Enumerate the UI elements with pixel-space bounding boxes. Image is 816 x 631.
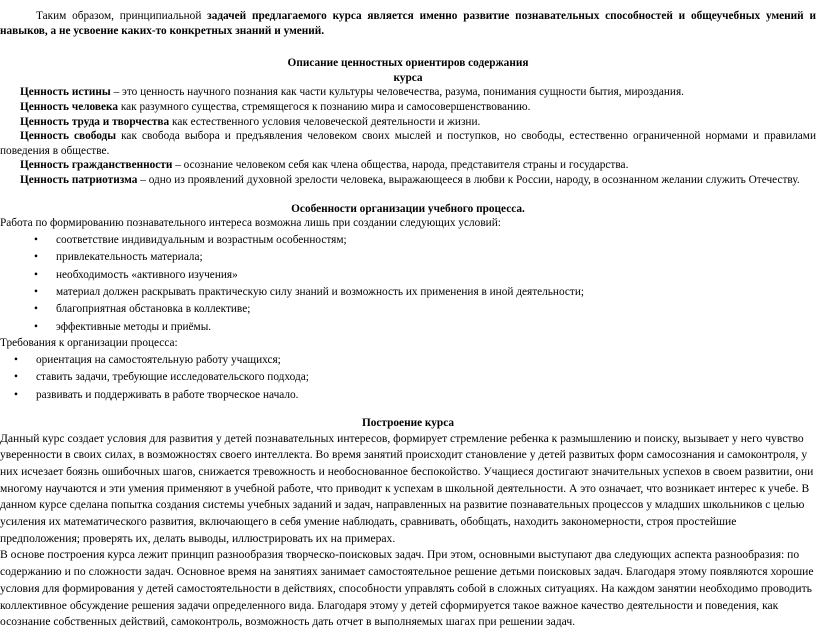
list-item-text: эффективные методы и приёмы. [56, 320, 212, 333]
intro-bold-text: задачей предлагаемого курса является именно развитие познавательных способностей и общеучебных умений и навыков, а не усвоение каких-то конкретных знаний и умений. [0, 10, 816, 37]
value-item-patriotism [0, 173, 816, 188]
bullet-icon: • [14, 353, 18, 366]
spacer [0, 38, 816, 56]
value-term: Ценность труда и творчества [20, 115, 170, 128]
value-item-truth [0, 85, 816, 100]
value-item-human [0, 100, 816, 115]
list-item [0, 301, 816, 318]
spacer [0, 188, 816, 202]
bullet-icon: • [34, 285, 38, 298]
list-item-text: ориентация на самостоятельную работу учащихся; [36, 353, 281, 366]
list-item [0, 352, 816, 369]
value-item-freedom [0, 129, 816, 158]
intro-text: Таким образом, принципиальной [36, 10, 208, 22]
list-item [0, 284, 816, 301]
list-item-text: соответствие индивидуальным и возрастным особенностям; [56, 233, 347, 246]
value-term: Ценность человека [20, 100, 119, 113]
value-text: как свобода выбора и предъявления человеком своих мыслей и поступков, но свободы, естественно ограниченной нормами и правилами поведения в обществе. [0, 130, 816, 157]
bullet-icon: • [34, 233, 38, 246]
intro-paragraph [0, 0, 816, 38]
list-item [0, 387, 816, 404]
values-heading-line1: Описание ценностных ориентиров содержания [287, 57, 529, 70]
construction-paragraph-2: В основе построения курса лежит принцип разнообразия творческо-поисковых задач. При этом, основными выступают два следующих аспекта разнообразия: по содержанию и по сложности задач. Основное время на занятиях занимает самостоятельное решение детьми поисковых задач. Благодаря этому появляются хорошие условия для формирования у детей самостоятельности в действиях, способности управлять собой в сложных ситуациях. На каждом занятии необходимо проводить коллективное обсуждение решения задачи определенного вида. Благодаря этому у детей сформируется такое важное качество деятельности и поведения, как осознание собственных действий, самоконтроль, возможность дать отчет в выполняемых шагах при решении задач. [0, 548, 814, 629]
value-term: Ценность свободы [20, 130, 117, 143]
spacer [0, 404, 816, 416]
bullet-icon: • [34, 303, 38, 316]
list-item [0, 267, 816, 284]
list-item-text: развивать и поддерживать в работе творческое начало. [36, 388, 299, 401]
list-item [0, 249, 816, 266]
list-item-text: благоприятная обстановка в коллективе; [56, 303, 251, 316]
bullet-icon: • [14, 371, 18, 384]
value-text: – это ценность научного познания как части культуры человечества, разума, понимания сущности бытия, мироздания. [110, 86, 684, 99]
construction-heading: Построение курса [361, 416, 455, 429]
construction-paragraph-1: Данный курс создает условия для развития у детей познавательных интересов, формирует стремление ребенка к размышлению и поиску, вызывает у него чувство уверенности в своих силах, в возможностях своего интеллекта. Во время занятий происходит становление у детей развитых форм самосознания и самоконтроля, у них исчезает боязнь ошибочных шагов, снижается тревожность и необоснованное беспокойство. Учащиеся достигают значительных успехов в своем развитии, они многому научаются и эти умения применяют в учебной работе, что приводит к успехам в школьной деятельности. А это означает, что возникает интерес к учебе. В данном курсе сделана попытка создания системы учебных заданий и задач, направленных на развитие познавательных процессов у младших школьников с целью усиления их математического развития, включающего в себя умение наблюдать, сравнивать, обобщать, находить закономерности, строя простейшие предположения; проверять их, делать выводы, иллюстрировать их на примерах. [0, 431, 814, 545]
conditions-list [0, 232, 816, 336]
list-item [0, 232, 816, 249]
bullet-icon: • [34, 320, 38, 333]
value-item-labor [0, 115, 816, 130]
list-item-text: привлекательность материала; [56, 251, 203, 264]
list-item [0, 319, 816, 336]
value-term: Ценность гражданственности [20, 159, 173, 172]
value-text: как естественного условия человеческой деятельности и жизни. [169, 115, 481, 128]
bullet-icon: • [34, 268, 38, 281]
value-text: – осознание человеком себя как члена общества, народа, представителя страны и государства. [172, 159, 629, 172]
list-item [0, 369, 816, 386]
requirements-list [0, 352, 816, 404]
value-text: как разумного существа, стремящегося к познанию мира и самосовершенствованию. [118, 100, 531, 113]
organization-heading: Особенности организации учебного процесса. [291, 202, 525, 215]
list-item-text: материал должен раскрывать практическую силу знаний и возможность их применения в иной деятельности; [56, 285, 585, 298]
value-term: Ценность истины [20, 86, 111, 99]
values-heading-line2: курса [393, 71, 423, 84]
bullet-icon: • [14, 388, 18, 401]
list-item-text: необходимость «активного изучения» [56, 268, 238, 281]
list-item-text: ставить задачи, требующие исследовательского подхода; [36, 371, 309, 384]
organization-intro: Работа по формированию познавательного интереса возможна лишь при создании следующих условий: [0, 217, 501, 230]
value-term: Ценность патриотизма [20, 173, 138, 186]
value-text: – одно из проявлений духовной зрелости человека, выражающееся в любви к России, народу, в осознанном желании служить Отечеству. [137, 173, 800, 186]
requirements-intro: Требования к организации процесса: [0, 337, 178, 350]
bullet-icon: • [34, 251, 38, 264]
value-item-citizenship [0, 158, 816, 173]
